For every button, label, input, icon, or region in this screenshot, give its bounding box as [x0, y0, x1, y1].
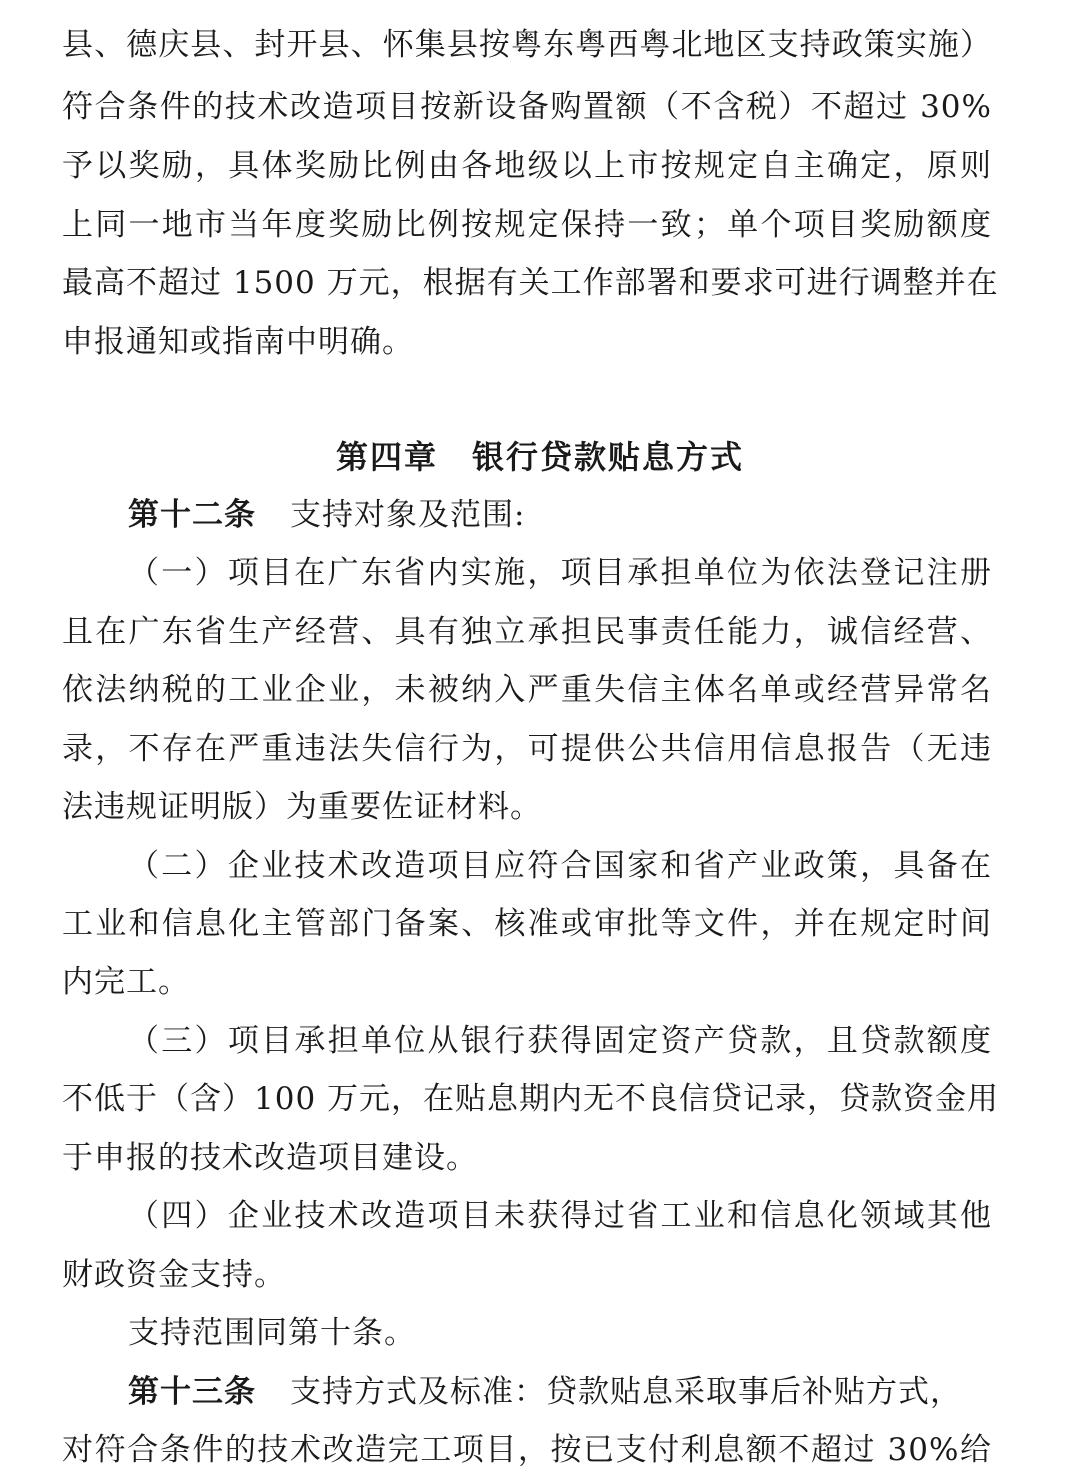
article-12-heading: [128, 486, 992, 544]
text-line: 予以奖励，具体奖励比例由各地级以上市按规定自主确定，原则: [62, 148, 992, 184]
text-line: 申报通知或指南中明确。: [62, 324, 414, 360]
text-line: 依法纳税的工业企业，未被纳入严重失信主体名单或经营异常名: [62, 672, 992, 708]
article-12-text: 支持对象及范围:: [290, 497, 526, 533]
chapter-number: 第四章: [335, 438, 438, 476]
text-line: 内完工。: [62, 964, 190, 1000]
text-line: 且在广东省生产经营、具有独立承担民事责任能力，诚信经营、: [62, 614, 992, 650]
scope-note: 支持范围同第十条。: [128, 1315, 416, 1351]
text-line: （二）企业技术改造项目应符合国家和省产业政策，具备在: [128, 848, 992, 884]
text-line: 于申报的技术改造项目建设。: [62, 1140, 478, 1176]
text-line: 对符合条件的技术改造完工项目，按已支付利息额不超过 30%给: [62, 1432, 992, 1468]
text-line: （三）项目承担单位从银行获得固定资产贷款，且贷款额度: [128, 1023, 992, 1059]
chapter-heading: [0, 428, 1080, 486]
text-line: 法违规证明版）为重要佐证材料。: [62, 789, 542, 825]
text-line: 县、德庆县、封开县、怀集县按粤东粤西粤北地区支持政策实施）: [62, 27, 992, 63]
chapter-title: 银行贷款贴息方式: [472, 438, 745, 476]
text-line: 工业和信息化主管部门备案、核准或审批等文件，并在规定时间: [62, 906, 992, 942]
article-13-text: 支持方式及标准：贷款贴息采取事后补贴方式，: [290, 1374, 962, 1410]
text-line: 录，不存在严重违法失信行为，可提供公共信用信息报告（无违: [62, 731, 992, 767]
text-line: 上同一地市当年度奖励比例按规定保持一致；单个项目奖励额度: [62, 207, 992, 243]
article-13-heading: [128, 1363, 992, 1421]
text-line: 最高不超过 1500 万元，根据有关工作部署和要求可进行调整并在: [62, 265, 999, 301]
text-line: （四）企业技术改造项目未获得过省工业和信息化领域其他: [128, 1198, 992, 1234]
article-12-label: 第十二条: [128, 497, 256, 533]
text-line: 不低于（含）100 万元，在贴息期内无不良信贷记录，贷款资金用: [62, 1081, 1000, 1117]
text-line: （一）项目在广东省内实施，项目承担单位为依法登记注册: [128, 555, 992, 591]
text-line: 符合条件的技术改造项目按新设备购置额（不含税）不超过 30%: [62, 89, 992, 125]
text-line: 财政资金支持。: [62, 1257, 286, 1293]
article-13-label: 第十三条: [128, 1374, 256, 1410]
